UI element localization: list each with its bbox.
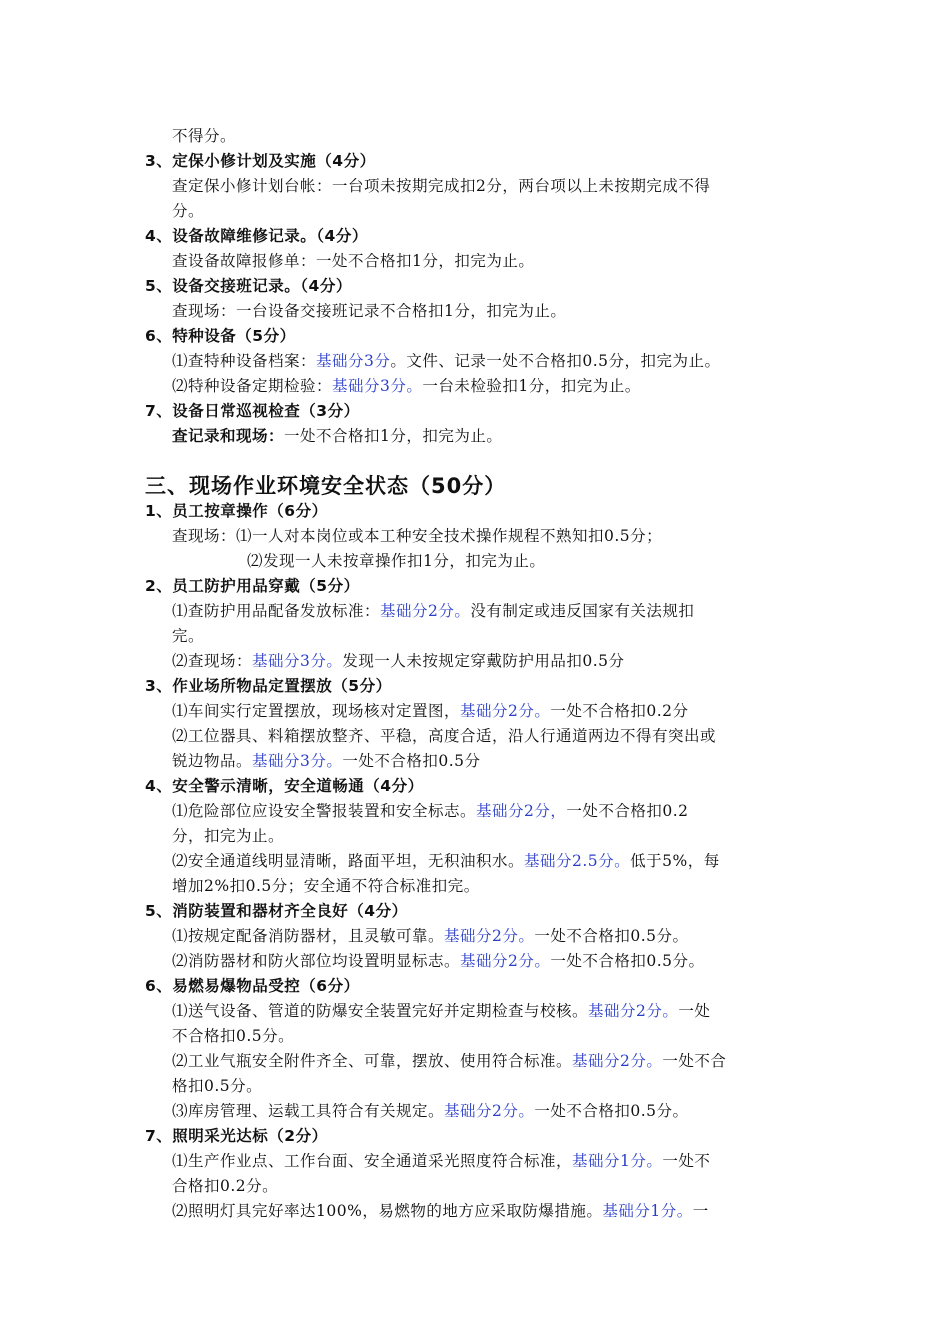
base-score: 基础分3分。 bbox=[332, 377, 423, 395]
base-score: 基础分2分， bbox=[476, 802, 567, 820]
text-line: 增加2%扣0.5分；安全通不符合标准扣完。 bbox=[172, 877, 480, 895]
text-line: ⑴查防护用品配备发放标准：基础分2分。没有制定或违反国家有关法规扣 bbox=[172, 602, 695, 620]
base-score: 基础分2分。 bbox=[444, 927, 535, 945]
base-score: 基础分2分。 bbox=[460, 952, 551, 970]
base-score: 基础分3分。 bbox=[252, 752, 343, 770]
base-score: 基础分2分。 bbox=[460, 702, 551, 720]
item-heading: 7、照明采光达标（2分） bbox=[145, 1127, 328, 1145]
text-line: ⑴查特种设备档案：基础分3分。文件、记录一处不合格扣0.5分，扣完为止。 bbox=[172, 352, 721, 370]
text-line: ⑴生产作业点、工作台面、安全通道采光照度符合标准，基础分1分。一处不 bbox=[172, 1152, 711, 1170]
base-score: 基础分3分。 bbox=[252, 652, 343, 670]
text-line: ⑴车间实行定置摆放，现场核对定置图，基础分2分。一处不合格扣0.2分 bbox=[172, 702, 689, 720]
base-score: 基础分2分。 bbox=[572, 1052, 663, 1070]
text-line: 分。 bbox=[172, 202, 205, 220]
base-score: 基础分2分。 bbox=[444, 1102, 535, 1120]
text-line: 查现场：一台设备交接班记录不合格扣1分，扣完为止。 bbox=[172, 302, 567, 320]
text-line: 分，扣完为止。 bbox=[172, 827, 285, 845]
text-line: 查记录和现场：一处不合格扣1分，扣完为止。 bbox=[172, 426, 503, 445]
item-heading: 7、设备日常巡视检查（3分） bbox=[145, 402, 360, 420]
text-line: ⑴危险部位应设安全警报装置和安全标志。基础分2分，一处不合格扣0.2 bbox=[172, 802, 689, 820]
base-score: 基础分3分 bbox=[316, 352, 391, 370]
base-score: 基础分1分。 bbox=[602, 1202, 693, 1220]
text-line: 不合格扣0.5分。 bbox=[172, 1027, 295, 1045]
base-score: 基础分2.5分。 bbox=[524, 852, 631, 870]
text-line: 查设备故障报修单：一处不合格扣1分，扣完为止。 bbox=[172, 252, 535, 270]
base-score: 基础分1分。 bbox=[572, 1152, 663, 1170]
item-heading: 5、消防装置和器材齐全良好（4分） bbox=[145, 902, 408, 920]
item-heading: 1、员工按章操作（6分） bbox=[145, 502, 328, 520]
text-line: ⑵特种设备定期检验：基础分3分。一台未检验扣1分，扣完为止。 bbox=[172, 377, 641, 395]
item-heading: 4、安全警示清晰，安全道畅通（4分） bbox=[145, 777, 424, 795]
text-line: 查现场：⑴一人对本岗位或本工种安全技术操作规程不熟知扣0.5分； bbox=[172, 527, 663, 545]
text-line: 格扣0.5分。 bbox=[172, 1077, 263, 1095]
text-line: 完。 bbox=[172, 627, 205, 645]
item-heading: 6、易燃易爆物品受控（6分） bbox=[145, 977, 360, 995]
text-line: ⑵工业气瓶安全附件齐全、可靠，摆放、使用符合标准。基础分2分。一处不合 bbox=[172, 1052, 727, 1070]
item-heading: 3、定保小修计划及实施（4分） bbox=[145, 152, 376, 170]
text-line: 查定保小修计划台帐：一台项未按期完成扣2分，两台项以上未按期完成不得 bbox=[172, 177, 711, 195]
text-line: ⑵查现场：基础分3分。发现一人未按规定穿戴防护用品扣0.5分 bbox=[172, 652, 625, 670]
base-score: 基础分2分。 bbox=[380, 602, 471, 620]
item-heading: 3、作业场所物品定置摆放（5分） bbox=[145, 677, 392, 695]
base-score: 基础分2分。 bbox=[588, 1002, 679, 1020]
item-heading: 4、设备故障维修记录。（4分） bbox=[145, 227, 368, 245]
text-line: ⑴送气设备、管道的防爆安全装置完好并定期检查与校核。基础分2分。一处 bbox=[172, 1002, 711, 1020]
text-line: ⑴按规定配备消防器材，且灵敏可靠。基础分2分。一处不合格扣0.5分。 bbox=[172, 927, 689, 945]
text-line: ⑶库房管理、运载工具符合有关规定。基础分2分。一处不合格扣0.5分。 bbox=[172, 1102, 689, 1120]
item-heading: 6、特种设备（5分） bbox=[145, 327, 296, 345]
text-line: 不得分。 bbox=[172, 127, 237, 145]
section-heading: 三、现场作业环境安全状态（50分） bbox=[145, 474, 507, 498]
item-heading: 2、员工防护用品穿戴（5分） bbox=[145, 577, 360, 595]
item-heading: 5、设备交接班记录。（4分） bbox=[145, 277, 352, 295]
text-line: 锐边物品。基础分3分。一处不合格扣0.5分 bbox=[172, 752, 481, 770]
text-line: ⑵发现一人未按章操作扣1分，扣完为止。 bbox=[247, 552, 546, 570]
text-line: 合格扣0.2分。 bbox=[172, 1177, 279, 1195]
text-line: ⑵消防器材和防火部位均设置明显标志。基础分2分。一处不合格扣0.5分。 bbox=[172, 952, 705, 970]
text-line: ⑵照明灯具完好率达100%，易燃物的地方应采取防爆措施。基础分1分。一 bbox=[172, 1202, 709, 1220]
text-line: ⑵安全通道线明显清晰，路面平坦，无积油积水。基础分2.5分。低于5%，每 bbox=[172, 852, 720, 870]
text-line: ⑵工位器具、料箱摆放整齐、平稳，高度合适，沿人行通道两边不得有突出或 bbox=[172, 727, 717, 745]
